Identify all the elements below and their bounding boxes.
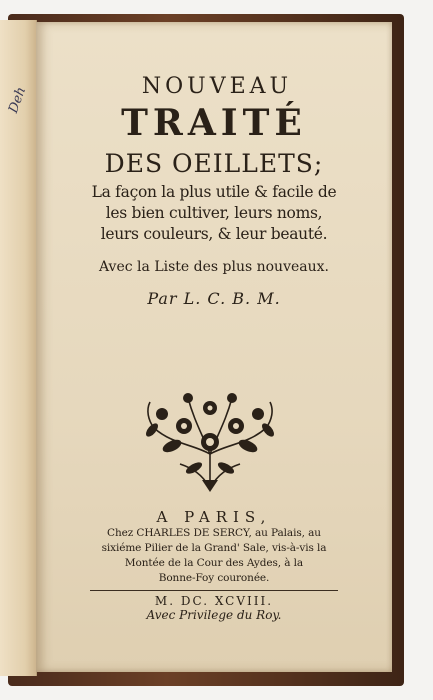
flyleaf-handwriting: Deh — [6, 85, 30, 116]
title-line-2: TRAITÉ — [121, 102, 307, 144]
title-block — [36, 74, 392, 308]
subtitle-line: La façon la plus utile & facile de — [91, 182, 337, 201]
subtitle-line: leurs couleurs, & leur beauté. — [100, 224, 328, 243]
floral-bouquet-icon — [132, 384, 288, 494]
imprint-rule — [90, 590, 338, 591]
subtitle-line: les bien cultiver, leurs noms, — [105, 203, 323, 222]
title-line-3: DES OEILLETS; — [104, 148, 324, 178]
privilege-line: Avec Privilege du Roy. — [146, 608, 282, 622]
imprint-line: Bonne-Foy couronée. — [158, 572, 270, 584]
imprint-line: Montée de la Cour des Aydes, à la — [124, 557, 304, 569]
title-line-1: NOUVEAU — [141, 74, 293, 99]
title-page — [36, 22, 392, 672]
imprint — [36, 508, 392, 622]
imprint-city: A PARIS, — [156, 508, 272, 526]
flyleaf — [0, 20, 37, 676]
imprint-line: sixiéme Pilier de la Grand' Sale, vis-à-vis la — [101, 542, 327, 554]
author-line: Par L. C. B. M. — [147, 288, 281, 308]
subtitle — [36, 182, 392, 245]
imprint-date: M. DC. XCVIII. — [154, 594, 274, 608]
imprint-publisher — [36, 526, 392, 586]
imprint-line: Chez CHARLES DE SERCY, au Palais, au — [107, 527, 321, 539]
list-note: Avec la Liste des plus nouveaux. — [99, 258, 329, 275]
